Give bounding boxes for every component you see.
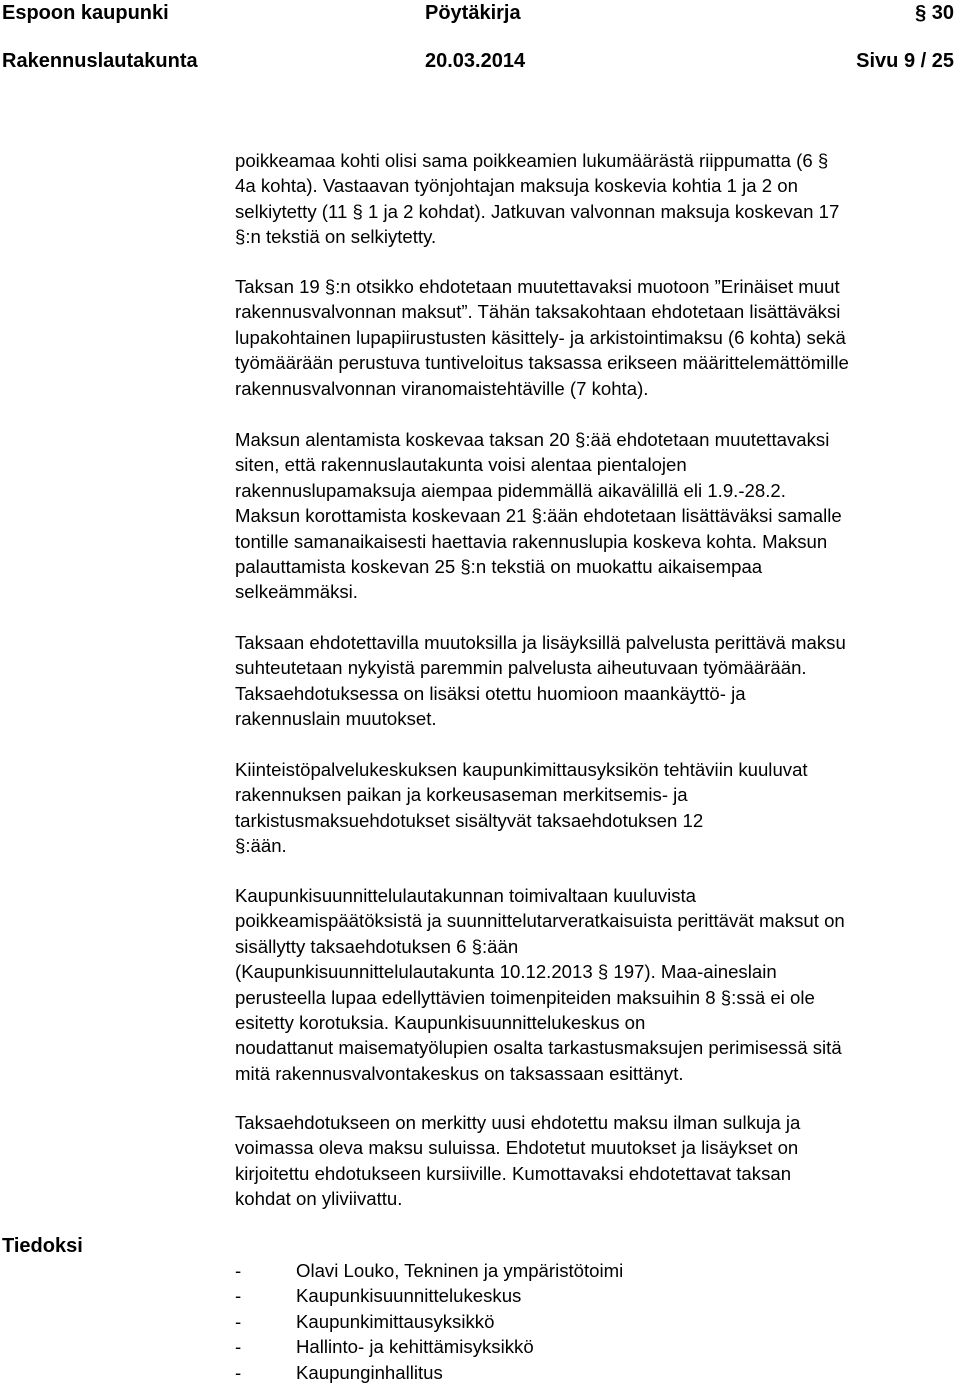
- text-line: Maksun alentamista koskevaa taksan 20 §:ää ehdotetaan muutettavaksi: [235, 429, 830, 450]
- paragraph: [235, 427, 957, 605]
- tiedoksi-label: Tiedoksi: [2, 1235, 83, 1257]
- text-line: Taksaehdotuksessa on lisäksi otettu huomioon maankäyttö- ja: [235, 682, 746, 704]
- dash-marker: -: [235, 1310, 242, 1332]
- list-item: [235, 1334, 623, 1359]
- dash-marker: -: [235, 1285, 242, 1307]
- paragraph: [235, 1110, 957, 1212]
- text-line: poikkeamispäätöksistä ja suunnittelutarveratkaisuista perittävät maksut on: [235, 910, 845, 932]
- header-board: Rakennuslautakunta: [2, 50, 198, 72]
- text-line: perusteella lupaa edellyttävien toimenpiteiden maksuihin 8 §:ssä ei ole: [235, 986, 815, 1008]
- text-line: Kiinteistöpalvelukeskuksen kaupunkimittausyksikön tehtäviin kuuluvat: [235, 759, 808, 780]
- header-page-number: Sivu 9 / 25: [856, 50, 954, 72]
- header-section-number: § 30: [915, 2, 954, 24]
- dash-marker: -: [235, 1361, 242, 1383]
- list-item: [235, 1360, 623, 1385]
- text-line: kohdat on yliviivattu.: [235, 1188, 403, 1210]
- list-item-text: Kaupunginhallitus: [296, 1361, 443, 1383]
- text-line: Taksaehdotukseen on merkitty uusi ehdotettu maksu ilman sulkuja ja: [235, 1112, 801, 1133]
- text-line: siten, että rakennuslautakunta voisi alentaa pientalojen: [235, 454, 687, 476]
- text-line: rakennusvalvonnan viranomaistehtäville (7 kohta).: [235, 377, 649, 399]
- text-line: rakennuslupamaksuja aiempaa pidemmällä aikavälillä eli 1.9.-28.2.: [235, 479, 786, 501]
- text-line: voimassa oleva maksu suluissa. Ehdotetut muutokset ja lisäykset on: [235, 1137, 799, 1159]
- text-line: työmäärään perustuva tuntiveloitus taksassa erikseen määrittelemättömille: [235, 352, 849, 374]
- text-line: tontille samanaikaisesti haettavia rakennuslupia koskeva kohta. Maksun: [235, 530, 828, 552]
- text-line: mitä rakennusvalvontakeskus on taksassaan esittänyt.: [235, 1062, 684, 1084]
- text-line: Taksan 19 §:n otsikko ehdotetaan muutettavaksi muotoon ”Erinäiset muut: [235, 276, 840, 297]
- list-item-text: Kaupunkimittausyksikkö: [296, 1310, 495, 1332]
- text-line: Taksaan ehdotettavilla muutoksilla ja lisäyksillä palvelusta perittävä maksu: [235, 632, 846, 653]
- header-date: 20.03.2014: [425, 50, 526, 72]
- text-line: noudattanut maisematyölupien osalta tarkastusmaksujen perimisessä sitä: [235, 1037, 842, 1059]
- text-line: Maksun korottamista koskevaan 21 §:ään ehdotetaan lisättäväksi samalle: [235, 505, 842, 527]
- text-line: rakennusvalvonnan maksut”. Tähän taksakohtaan ehdotetaan lisättäväksi: [235, 301, 841, 323]
- header-doc-type: Pöytäkirja: [425, 2, 521, 24]
- list-item: [235, 1309, 623, 1334]
- list-item-text: Kaupunkisuunnittelukeskus: [296, 1285, 522, 1307]
- paragraph: [235, 274, 957, 401]
- text-line: 4a kohta). Vastaavan työnjohtajan maksuja koskevia kohtia 1 ja 2 on: [235, 175, 798, 197]
- text-line: poikkeamaa kohti olisi sama poikkeamien lukumäärästä riippumatta (6 §: [235, 150, 829, 171]
- paragraph: [235, 148, 957, 250]
- tiedoksi-list: [235, 1258, 623, 1385]
- text-line: sisällytty taksaehdotuksen 6 §:ään: [235, 935, 519, 957]
- text-line: §:ään.: [235, 835, 287, 857]
- text-line: tarkistusmaksuehdotukset sisältyvät taksaehdotuksen 12: [235, 809, 704, 831]
- text-line: §:n tekstiä on selkiytetty.: [235, 226, 437, 248]
- paragraph: [235, 630, 957, 732]
- text-line: rakennuksen paikan ja korkeusaseman merkitsemis- ja: [235, 784, 688, 806]
- header-org: Espoon kaupunki: [2, 2, 169, 24]
- list-item: [235, 1258, 623, 1283]
- dash-marker: -: [235, 1336, 242, 1358]
- text-line: suhteutetaan nykyistä paremmin palvelusta aiheutuvaan työmäärään.: [235, 657, 807, 679]
- list-item-text: Hallinto- ja kehittämisyksikkö: [296, 1336, 534, 1358]
- text-line: lupakohtainen lupapiirustusten käsittely- ja arkistointimaksu (6 kohta) sekä: [235, 326, 846, 348]
- text-line: (Kaupunkisuunnittelulautakunta 10.12.2013 § 197). Maa-aineslain: [235, 961, 777, 983]
- text-line: kirjoitettu ehdotukseen kursiiville. Kumottavaksi ehdotettavat taksan: [235, 1162, 792, 1184]
- dash-marker: -: [235, 1260, 242, 1281]
- text-line: selkeämmäksi.: [235, 581, 358, 603]
- text-line: esitetty korotuksia. Kaupunkisuunnittelukeskus on: [235, 1012, 646, 1034]
- text-line: selkiytetty (11 § 1 ja 2 kohdat). Jatkuvan valvonnan maksuja koskevan 17: [235, 200, 840, 222]
- list-item: [235, 1283, 623, 1308]
- paragraph: [235, 883, 957, 1086]
- text-line: Kaupunkisuunnittelulautakunnan toimivaltaan kuuluvista: [235, 885, 697, 906]
- text-line: rakennuslain muutokset.: [235, 708, 437, 730]
- paragraph: [235, 757, 957, 859]
- text-line: palauttamista koskevan 25 §:n tekstiä on muokattu aikaisempaa: [235, 556, 763, 578]
- list-item-text: Olavi Louko, Tekninen ja ympäristötoimi: [296, 1260, 624, 1281]
